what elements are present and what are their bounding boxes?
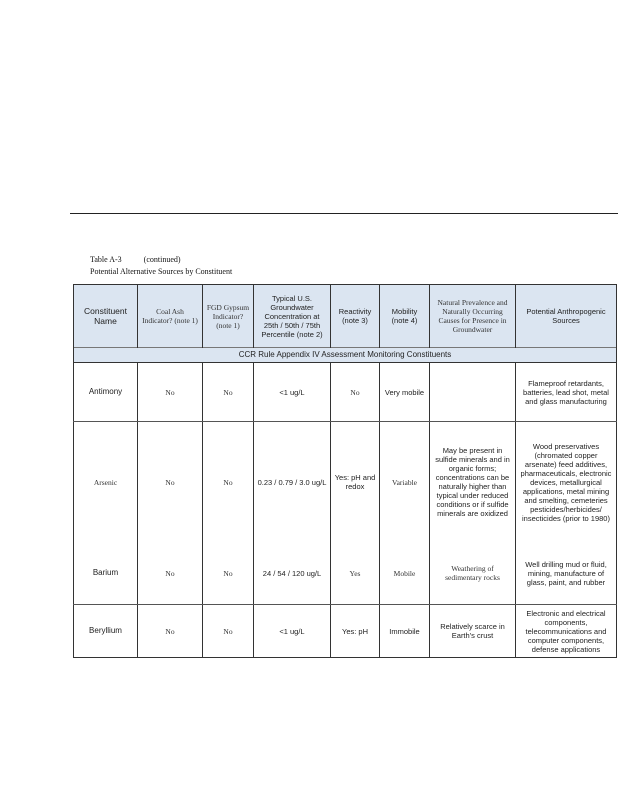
- header-coal-ash: Coal Ash Indicator? (note 1): [138, 285, 203, 348]
- cell-mobility: Variable: [380, 422, 430, 543]
- header-fgd-gypsum: FGD Gypsum Indicator? (note 1): [203, 285, 254, 348]
- cell-concentration: 0.23 / 0.79 / 3.0 ug/L: [254, 422, 331, 543]
- header-reactivity: Reactivity (note 3): [331, 285, 380, 348]
- cell-name: Arsenic: [74, 422, 138, 543]
- cell-concentration: 24 / 54 / 120 ug/L: [254, 542, 331, 605]
- cell-reactivity: Yes: pH: [331, 605, 380, 658]
- cell-reactivity: Yes: [331, 542, 380, 605]
- table-row: [74, 422, 617, 543]
- header-anthropogenic: Potential Anthropogenic Sources: [516, 285, 617, 348]
- header-row: [74, 285, 617, 348]
- cell-natural: [430, 363, 516, 422]
- header-constituent: Constituent Name: [74, 285, 138, 348]
- cell-fgd: No: [203, 363, 254, 422]
- cell-fgd: No: [203, 605, 254, 658]
- table-row: [74, 542, 617, 605]
- cell-coal-ash: No: [138, 605, 203, 658]
- table-number: Table A-3: [90, 255, 122, 264]
- cell-coal-ash: No: [138, 542, 203, 605]
- cell-name: Barium: [74, 542, 138, 605]
- table-caption-number: [90, 255, 181, 264]
- cell-anthropogenic: Well drilling mud or fluid, mining, manufacture of glass, paint, and rubber: [516, 542, 617, 605]
- table-caption-title: Potential Alternative Sources by Constituent: [90, 267, 233, 276]
- cell-fgd: No: [203, 422, 254, 543]
- cell-mobility: Very mobile: [380, 363, 430, 422]
- table-row: [74, 363, 617, 422]
- cell-mobility: Immobile: [380, 605, 430, 658]
- cell-natural: Relatively scarce in Earth's crust: [430, 605, 516, 658]
- cell-anthropogenic: Electronic and electrical components, telecommunications and computer components, defense applications: [516, 605, 617, 658]
- cell-natural: May be present in sulfide minerals and in organic forms; concentrations can be naturally higher than typical under reduced conditions or if sulfide minerals are oxidized: [430, 422, 516, 543]
- cell-reactivity: No: [331, 363, 380, 422]
- header-mobility: Mobility (note 4): [380, 285, 430, 348]
- table-row: [74, 605, 617, 658]
- cell-mobility: Mobile: [380, 542, 430, 605]
- cell-coal-ash: No: [138, 422, 203, 543]
- cell-anthropogenic: Flameproof retardants, batteries, lead shot, metal and glass manufacturing: [516, 363, 617, 422]
- cell-concentration: <1 ug/L: [254, 363, 331, 422]
- cell-name: Beryllium: [74, 605, 138, 658]
- cell-anthropogenic: Wood preservatives (chromated copper arsenate) feed additives, pharmaceuticals, electronic devices, metallurgical applications, metal mining and smelting, cemeteries pesticides/herbicides/ insecticides (prior to 1980): [516, 422, 617, 543]
- section-title: CCR Rule Appendix IV Assessment Monitoring Constituents: [74, 348, 617, 363]
- constituent-table: [73, 284, 617, 658]
- section-row: [74, 348, 617, 363]
- header-concentration: Typical U.S. Groundwater Concentration at 25th / 50th / 75th Percentile (note 2): [254, 285, 331, 348]
- cell-natural: Weathering of sedimentary rocks: [430, 542, 516, 605]
- cell-concentration: <1 ug/L: [254, 605, 331, 658]
- cell-name: Antimony: [74, 363, 138, 422]
- continued-label: (continued): [143, 255, 181, 264]
- cell-reactivity: Yes: pH and redox: [331, 422, 380, 543]
- header-natural-prevalence: Natural Prevalence and Naturally Occurring Causes for Presence in Groundwater: [430, 285, 516, 348]
- page-rule: [70, 213, 618, 214]
- cell-fgd: No: [203, 542, 254, 605]
- cell-coal-ash: No: [138, 363, 203, 422]
